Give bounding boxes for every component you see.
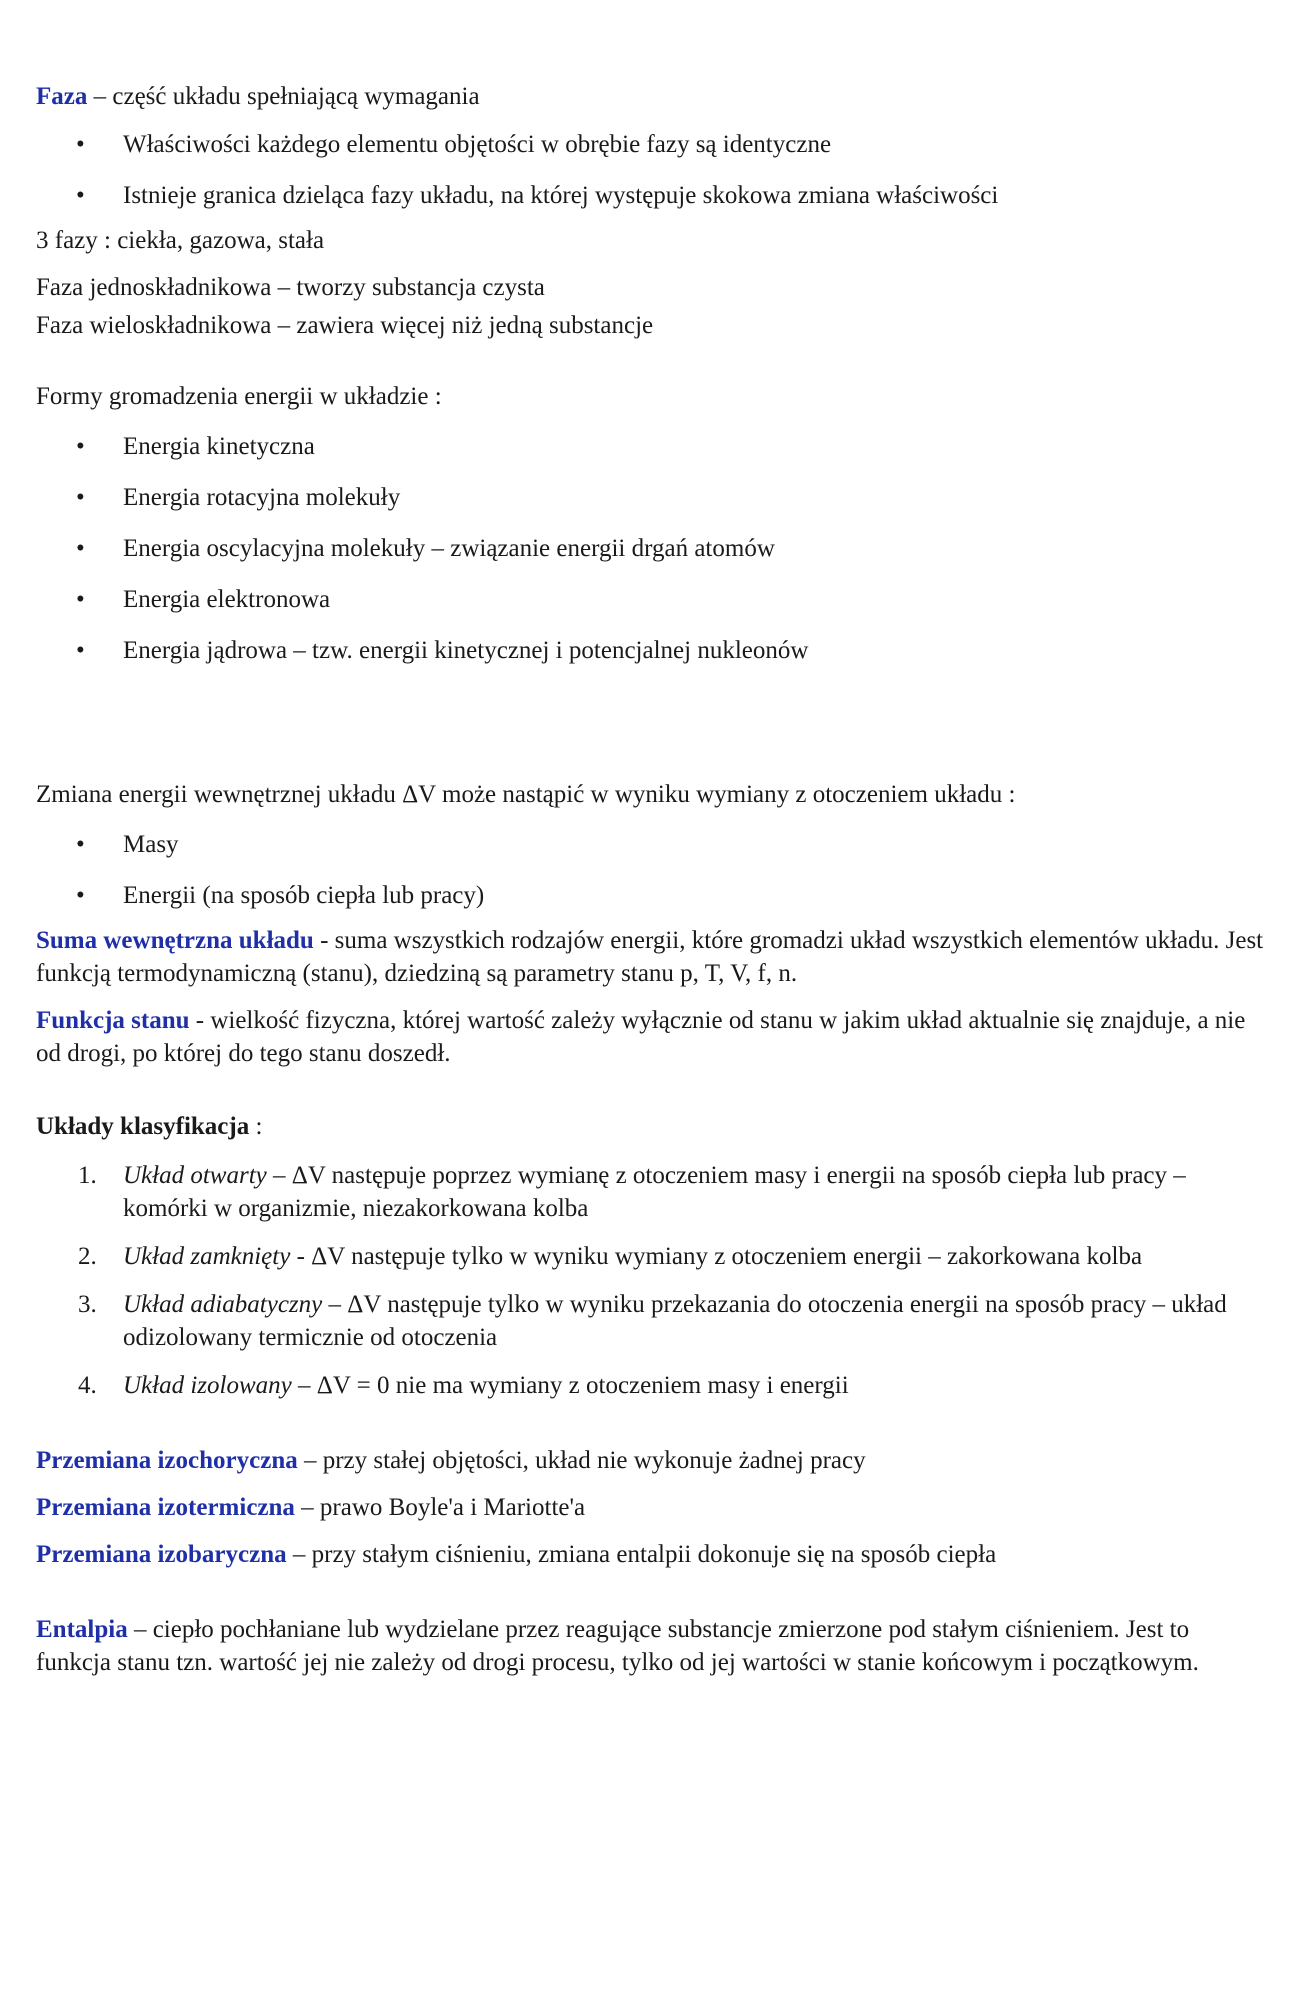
uklady-heading-term: Układy klasyfikacja <box>36 1113 250 1140</box>
przemiana-izotermiczna <box>36 1491 1266 1524</box>
faza-line-single: Faza jednoskładnikowa – tworzy substancja czysta <box>36 274 545 301</box>
list-item: • Energia jądrowa – tzw. energii kinetycznej i potencjalnej nukleonów <box>36 634 1266 667</box>
funkcja-definition-text: - wielkość fizyczna, której wartość zależy wyłącznie od stanu w jakim układ aktualnie się znajduje, a nie od drogi, po której do tego stanu doszedł. <box>36 1007 1246 1067</box>
faza-definition-text: – część układu spełniającą wymagania <box>87 83 480 110</box>
faza-definition <box>36 80 1266 113</box>
list-item <box>36 1159 1266 1225</box>
list-item: • Właściwości każdego elementu objętości w obrębie fazy są identyczne <box>36 128 1266 161</box>
uklady-heading-colon: : <box>249 1113 263 1140</box>
uklad-description: – ΔV = 0 nie ma wymiany z otoczeniem masy i energii <box>291 1372 849 1399</box>
uklady-heading <box>36 1110 1266 1143</box>
uklad-name: Układ otwarty <box>123 1162 267 1189</box>
list-item <box>36 1369 1266 1402</box>
przemiana-izochoryczna <box>36 1444 1266 1477</box>
suma-definition-text: - suma wszystkich rodzajów energii, które gromadzi układ wszystkich elementów układu. Jest funkcją termodynamiczną (stanu), dziedziną są parametry stanu p, T, V, f, n. <box>36 927 1264 987</box>
list-item: • Energia elektronowa <box>36 583 1266 616</box>
entalpia-definition <box>36 1613 1266 1679</box>
uklad-description: – ΔV następuje tylko w wyniku przekazania do otoczenia energii na sposób pracy – układ odizolowany termicznie od otoczenia <box>123 1291 1227 1351</box>
uklad-name: Układ adiabatyczny <box>123 1291 323 1318</box>
faza-line-phases: 3 fazy : ciekła, gazowa, stała <box>36 227 325 254</box>
przemiana-term: Przemiana izotermiczna <box>36 1494 295 1521</box>
document-page <box>36 80 1266 1693</box>
faza-term: Faza <box>36 83 88 110</box>
list-number: 1. <box>78 1162 97 1189</box>
uklad-name: Układ izolowany <box>123 1372 292 1399</box>
internal-change-heading: Zmiana energii wewnętrznej układu ΔV może nastąpić w wyniku wymiany z otoczeniem układu : <box>36 781 1016 808</box>
przemiana-izobaryczna <box>36 1538 1266 1571</box>
przemiana-term: Przemiana izobaryczna <box>36 1541 287 1568</box>
entalpia-term: Entalpia <box>36 1616 128 1643</box>
przemiana-text: – przy stałym ciśnieniu, zmiana entalpii dokonuje się na sposób ciepła <box>286 1541 997 1568</box>
uklad-description: - ΔV następuje tylko w wyniku wymiany z otoczeniem energii – zakorkowana kolba <box>290 1243 1143 1270</box>
suma-term: Suma wewnętrzna układu <box>36 927 314 954</box>
list-item: • Masy <box>36 828 1266 861</box>
faza-bullet-list <box>36 128 1266 212</box>
list-number: 4. <box>78 1372 97 1399</box>
suma-definition <box>36 924 1266 990</box>
energy-forms-heading: Formy gromadzenia energii w układzie : <box>36 383 442 410</box>
uklady-list <box>36 1159 1266 1402</box>
list-number: 3. <box>78 1291 97 1318</box>
energy-forms-list <box>36 430 1266 667</box>
przemiana-term: Przemiana izochoryczna <box>36 1447 298 1474</box>
funkcja-definition <box>36 1004 1266 1070</box>
list-number: 2. <box>78 1243 97 1270</box>
przemiana-text: – prawo Boyle'a i Mariotte'a <box>294 1494 586 1521</box>
przemiana-text: – przy stałej objętości, układ nie wykonuje żadnej pracy <box>297 1447 866 1474</box>
list-item: • Istnieje granica dzieląca fazy układu, na której występuje skokowa zmiana właściwości <box>36 179 1266 212</box>
funkcja-term: Funkcja stanu <box>36 1007 190 1034</box>
list-item: • Energii (na sposób ciepła lub pracy) <box>36 879 1266 912</box>
list-item <box>36 1288 1266 1354</box>
entalpia-definition-text: – ciepło pochłaniane lub wydzielane przez reagujące substancje zmierzone pod stałym ciśnieniem. Jest to funkcja stanu tzn. wartość jej nie zależy od drogi procesu, tylko od jej wartości w stanie końcowym i początkowym. <box>36 1616 1199 1676</box>
list-item: • Energia rotacyjna molekuły <box>36 481 1266 514</box>
list-item <box>36 1240 1266 1273</box>
internal-change-list <box>36 828 1266 912</box>
faza-line-multi: Faza wieloskładnikowa – zawiera więcej niż jedną substancje <box>36 312 654 339</box>
uklad-name: Układ zamknięty <box>123 1243 291 1270</box>
list-item: • Energia oscylacyjna molekuły – związanie energii drgań atomów <box>36 532 1266 565</box>
list-item: • Energia kinetyczna <box>36 430 1266 463</box>
uklad-description: – ΔV następuje poprzez wymianę z otoczeniem masy i energii na sposób ciepła lub pracy – komórki w organizmie, niezakorkowana kolba <box>123 1162 1186 1222</box>
